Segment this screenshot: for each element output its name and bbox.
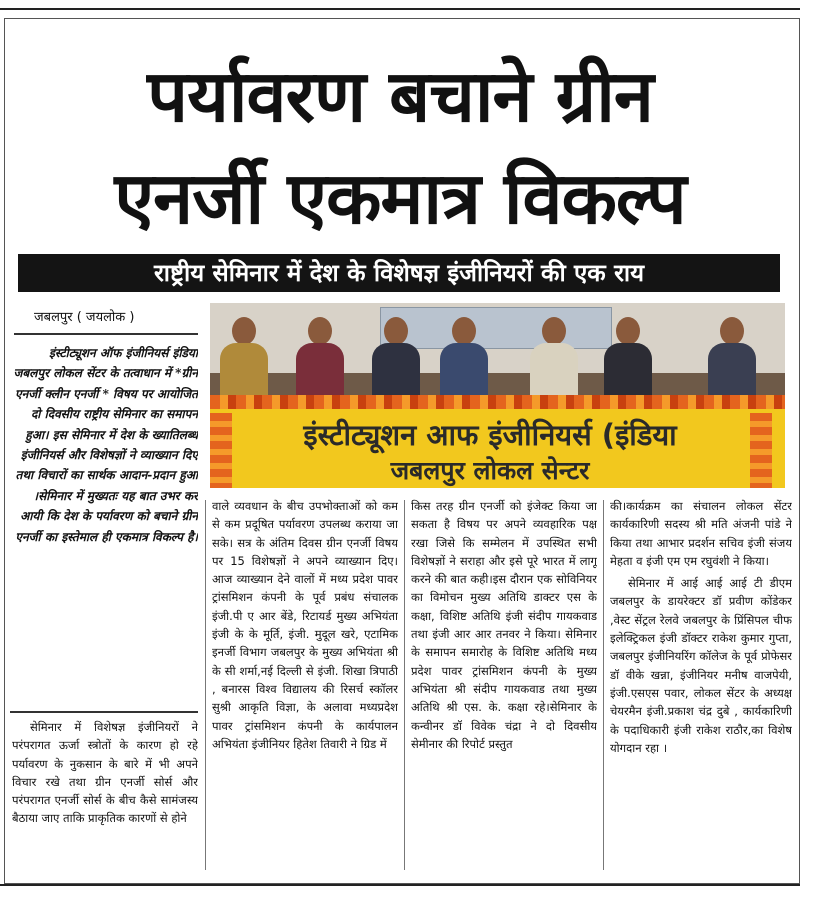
banner-text-line-1: इंस्टीट्यूशन आफ इंजीनियर्स (इंडिया bbox=[303, 418, 677, 452]
intro-summary: इंस्टीट्यूशन ऑफ इंजीनियर्स इंडिया जबलपुर लोकल सेंटर के तत्वाधान में *ग्रीन एनर्जी क्लीन एनर्जी * विषय पर आयोजित दो दिवसीय राष्ट्रीय सेमिनार का समापन हुआ। इस सेमिनार में देश के ख्यातिलब्ध इंजीनियर्स और विशेषज्ञों ने व्याख्यान दिए तथा विचारों का सार्थक आदान-प्रदान हुआ ।सेमिनार में मुख्यतः यह बात उभर कर आयी कि देश के पर्यावरण को बचाने ग्रीन एनर्जी का इस्तेमाल ही एकमात्र विकल्प है। bbox=[13, 346, 198, 544]
column-1-text: सेमिनार में विशेषज्ञ इंजीनियरों ने परंपरागत ऊर्जा स्त्रोतों के कारण हो रहे पर्यावरण के नुकसान के बारे में भी अपने विचार रखे तथा ग्रीन एनर्जी सोर्स और परंपरागत एनर्जी सोर्स के बीच कैसे सामंजस्य बैठाया जाए ताकि प्राकृतिक कारणों से होने bbox=[12, 720, 198, 826]
flower-garland bbox=[210, 395, 785, 409]
headline-line-2: एनर्जी एकमात्र विकल्प bbox=[114, 156, 686, 240]
article-column-3 bbox=[411, 497, 597, 869]
column-divider-2 bbox=[404, 500, 405, 870]
headline-line-1: पर्यावरण बचाने ग्रीन bbox=[147, 54, 653, 138]
column-4-paragraph-2: सेमिनार में आई आई आई टी डीएम जबलपुर के डायरेक्टर डॉ प्रवीण कोंडेकर ,वेस्ट सेंट्रल रेलवे जबलपुर के प्रिंसिपल चीफ इलेक्ट्रिकल इंजी डॉक्टर राकेश कुमार गुप्ता, जबलपुर इंजीनियरिंग कॉलेज के पूर्व प्रोफेसर डॉ वीके खन्ना, इंजीनियर मनीष वाजपेयी, इंजी.एसएस पवार, लोकल सेंटर के अध्यक्ष चेयरमैन इंजी.प्रकाश चंद्र दुबे , कार्यकारिणी के पदाधिकारी इंजी राकेश राठौर,का विशेष योगदान रहा । bbox=[610, 576, 792, 755]
flower-decoration-right bbox=[750, 413, 772, 488]
top-rule bbox=[0, 8, 800, 10]
column-3-text: किस तरह ग्रीन एनर्जी को इंजेक्ट किया जा सकता है विषय पर अपने व्यवहारिक पक्ष रखा जिसे कि सम्मेलन में उपस्थित सभी विशेषज्ञों ने सराहा और इसे पूरे भारत में लागू करने की बात कही।इस दौरान एक सोविनियर का विमोचन मुख्य अतिथि डाक्टर एस के कक्षा, विशिष्ट अतिथि इंजी संदीप गायकवाड तथा इंजी आर आर तनवर ने किया। सेमिनार के समापन समारोह के विशिष्ट अतिथि मध्य प्रदेश पावर ट्रांसमिशन कंपनी के मुख्य अभियंता श्री संदीप गायकवाड तथा मुख्य अतिथि श्री एस. के. कक्षा रहे।सेमिनार के कन्वीनर डॉ विवेक चंद्रा ने दो दिवसीय सेमीनार की रिपोर्ट प्रस्तुत bbox=[411, 499, 597, 751]
dateline-rule bbox=[14, 333, 198, 335]
flower-decoration-left bbox=[210, 413, 232, 488]
intro-rule bbox=[10, 711, 198, 713]
dateline: जबलपुर ( जयलोक ) bbox=[34, 310, 135, 325]
column-divider-3 bbox=[603, 500, 604, 870]
banner-text-line-2: जबलपुर लोकल सेन्टर bbox=[390, 456, 590, 485]
article-column-1 bbox=[12, 718, 198, 868]
column-4-paragraph-1: की।कार्यक्रम का संचालन लोकल सेंटर कार्यकारिणी सदस्य श्री मति अंजनी पांडे ने किया तथा आभार प्रदर्शन सचिव इंजी संजय मेहता व इंजी एम एम रघुवंशी ने किया। bbox=[610, 499, 792, 568]
article-column-4 bbox=[610, 497, 792, 869]
column-2-text: वाले व्यवधान के बीच उपभोक्ताओं को कम से कम प्रदूषित पर्यावरण उपलब्ध कराया जा सके। सत्र के अंतिम दिवस ग्रीन एनर्जी विषय पर 15 विशेषज्ञों ने अपने व्याख्यान दिए। आज व्याख्यान देने वालों में मध्य प्रदेश पावर ट्रांसमिशन कंपनी के पूर्व प्रबंध संचालक इंजी.पी ए आर बेंडे, रिटायर्ड मुख्य अभियंता इंजी के के मूर्ति, इंजी. मुदूल खरे, एटामिक इनर्जी विभाग जबलपुर के मुख्य अभियंता श्री के सी शर्मा,नई दिल्ली से इंजी. शिखा त्रिपाठी , बनारस विश्व विद्यालय की रिसर्च स्कॉलर सुश्री आकृति विज्ञा, के अलावा मध्यप्रदेश पावर ट्रांसमिशन कंपनी के कार्यपालन अभियंता इंजीनियर हितेश तिवारी ने ग्रिड में bbox=[212, 499, 398, 751]
bottom-rule bbox=[0, 884, 800, 886]
article-column-2 bbox=[212, 497, 398, 869]
column-divider-1 bbox=[205, 500, 206, 870]
subheadline-bar: राष्ट्रीय सेमिनार में देश के विशेषज्ञ इंजीनियरों की एक राय bbox=[18, 254, 780, 292]
seminar-photo bbox=[210, 303, 785, 488]
